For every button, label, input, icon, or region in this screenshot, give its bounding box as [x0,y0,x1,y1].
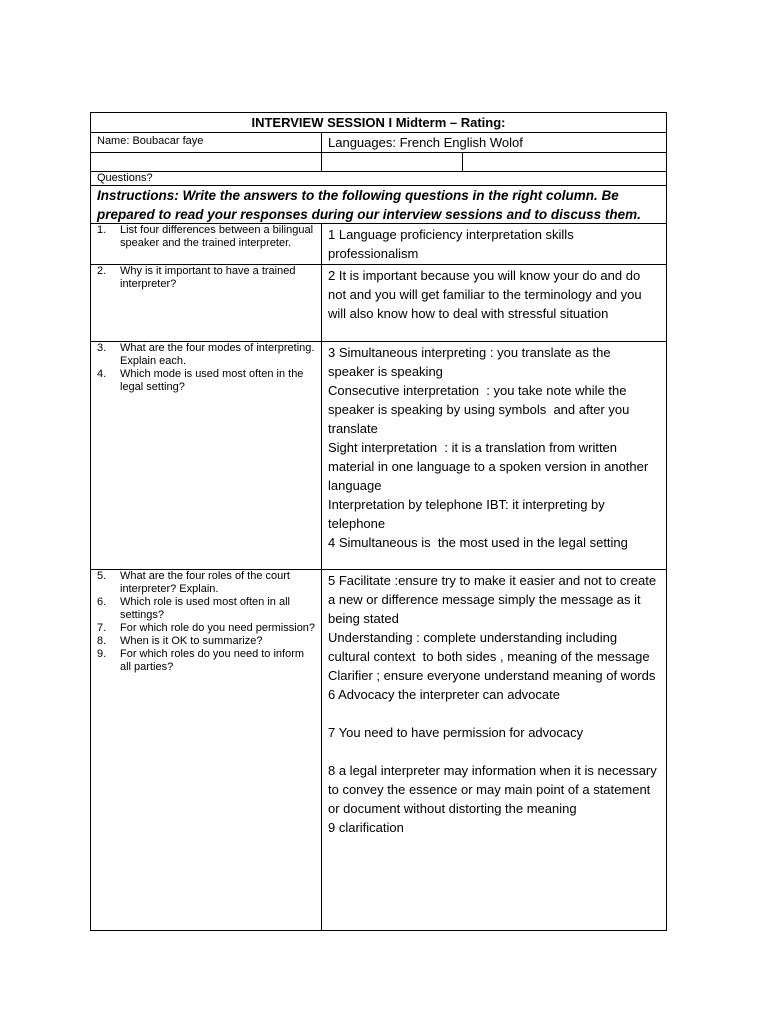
question-list [97,224,316,250]
answer-cell-4 [321,569,667,931]
question-text: List four differences between a bilingual speaker and the trained interpreter. [120,224,314,249]
question-list [97,570,316,674]
title-cell [90,112,667,133]
answer-line: 3 Simultaneous interpreting : you translate as the speaker is speaking [328,345,615,379]
question-number: 8. [97,635,107,647]
question-text: Which role is used most often in all settings? [120,596,290,621]
answer-line: 9 clarification [328,820,404,835]
question-item [97,570,316,596]
question-item [97,342,316,368]
question-text: What are the four roles of the court interpreter? Explain. [120,570,290,595]
name-cell [90,132,322,153]
question-text: When is it OK to summarize? [120,635,263,647]
answer-line: Interpretation by telephone IBT: it interpreting by telephone [328,497,609,531]
question-text: For which roles do you need to inform all parties? [120,648,305,673]
question-cell-4 [90,569,322,931]
instructions-cell [90,185,667,224]
question-number: 5. [97,570,107,582]
answer-line: Sight interpretation : it is a translation from written material in one language to a spoken version in another language [328,440,652,493]
question-item [97,635,316,648]
question-text: What are the four modes of interpreting. Explain each. [120,342,315,367]
page-title: INTERVIEW SESSION I Midterm – Rating: [251,115,506,130]
question-number: 6. [97,596,107,608]
answer-line: 2 It is important because you will know your do and do not and you will get familiar to the terminology and you will also know how to deal with stressful situation [328,268,646,321]
question-number: 9. [97,648,107,660]
answer-line: 4 Simultaneous is the most used in the legal setting [328,535,628,550]
answer-line: 7 You need to have permission for advocacy [328,725,584,740]
languages-cell [321,132,667,153]
question-text: Which mode is used most often in the legal setting? [120,368,304,393]
answer-cell-2 [321,264,667,342]
question-number: 1. [97,224,107,236]
answer-cell-1 [321,223,667,265]
question-item [97,224,316,250]
answer-line: Clarifier ; ensure everyone understand meaning of words [328,668,656,683]
question-text: Why is it important to have a trained interpreter? [120,265,296,290]
question-item [97,622,316,635]
answer-line: 8 a legal interpreter may information when it is necessary to convey the essence or may main point of a statement or document without distorting the meaning [328,763,661,816]
instructions-text: Instructions: Write the answers to the following questions in the right column. Be prepared to read your responses during our interview sessions and to discuss them. [97,188,641,222]
question-number: 4. [97,368,107,380]
answer-line: 5 Facilitate :ensure try to make it easier and not to create a new or difference message simply the message as it being stated [328,573,660,626]
empty-cell-left [90,152,322,172]
question-list [97,342,316,394]
answer-line [328,704,660,723]
answer-line: Consecutive interpretation : you take note while the speaker is speaking by using symbols and after you translate [328,383,633,436]
languages: Languages: French English Wolof [328,135,523,150]
question-number: 7. [97,622,107,634]
question-item [97,596,316,622]
question-number: 3. [97,342,107,354]
answer-line: 6 Advocacy the interpreter can advocate [328,687,560,702]
question-list [97,265,316,291]
questions-label: Questions? [97,172,153,184]
question-item [97,368,316,394]
empty-cell-right [462,152,667,172]
answer-line: 1 Language proficiency interpretation skills professionalism [328,227,578,261]
questions-label-cell [90,171,667,186]
question-item [97,648,316,674]
question-cell-2 [90,264,322,342]
question-item [97,265,316,291]
question-text: For which role do you need permission? [120,622,316,634]
student-name: Name: Boubacar faye [97,135,204,147]
answer-cell-3 [321,341,667,570]
empty-cell-middle [321,152,463,172]
question-cell-1 [90,223,322,265]
answer-line: Understanding : complete understanding including cultural context to both sides , meaning of the message [328,630,650,664]
question-cell-3 [90,341,322,570]
question-number: 2. [97,265,107,277]
answer-line [328,742,660,761]
